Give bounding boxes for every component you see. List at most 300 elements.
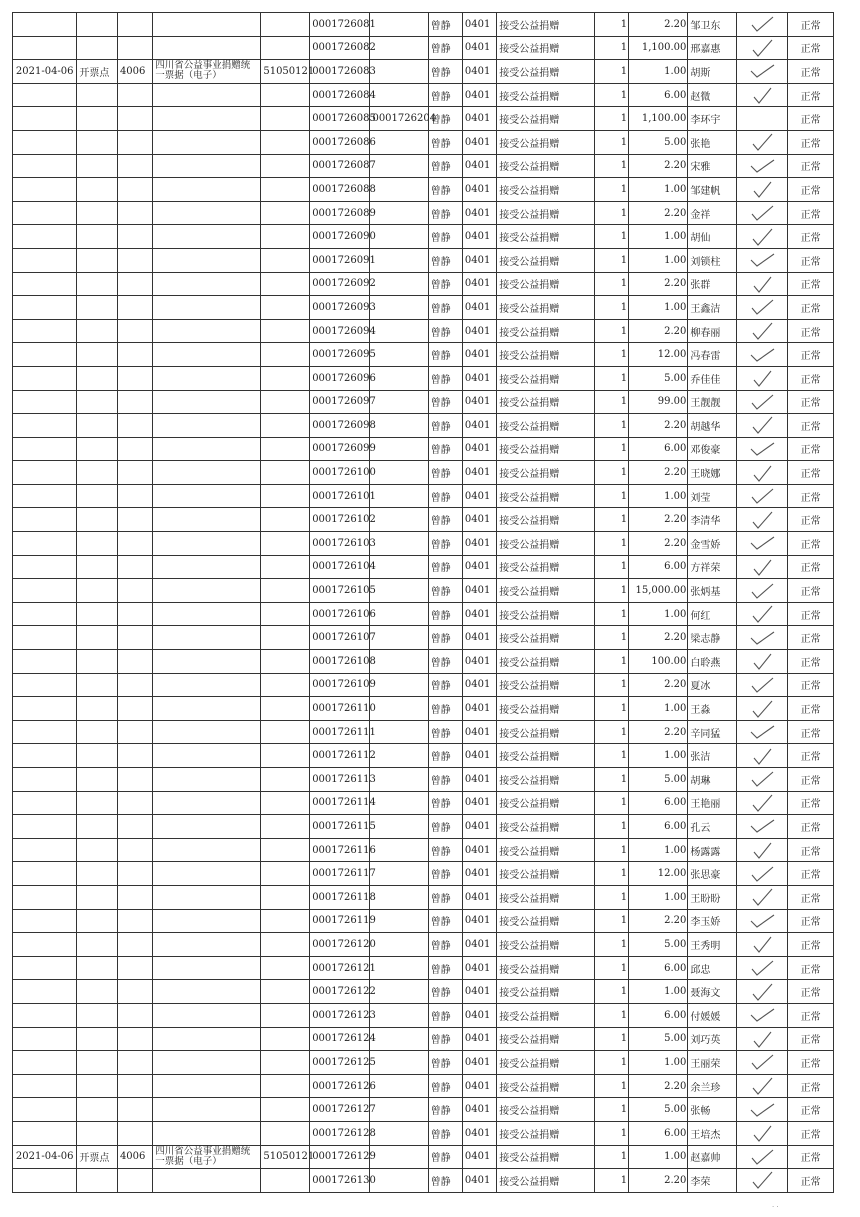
table-row [13,414,834,438]
ref-no-cell [370,720,428,744]
status-cell: 正常 [788,13,834,37]
date-cell [13,532,77,556]
bill-code-cell [261,83,310,107]
amount-cell: 1.00 [629,885,688,909]
bill-code-cell [261,650,310,674]
bill-code-cell [261,885,310,909]
date-cell [13,720,77,744]
item-cell: 接受公益捐赠 [497,272,595,296]
bill-code-cell [261,602,310,626]
item-cell: 接受公益捐赠 [497,60,595,84]
bill-no-cell: 0001726089 [310,201,370,225]
check-cell [737,532,788,556]
amount-cell: 1.00 [629,248,688,272]
bill-code-cell [261,414,310,438]
bill-type-cell [153,602,261,626]
bill-code-cell [261,201,310,225]
bill-no-cell: 0001726112 [310,744,370,768]
donor-cell: 胡斯 [688,60,737,84]
point-code-cell [117,838,152,862]
date-cell [13,650,77,674]
check-cell [737,296,788,320]
point-code-cell [117,532,152,556]
bill-code-cell [261,154,310,178]
point-code-cell [117,815,152,839]
qty-cell: 1 [594,602,628,626]
check-cell [737,1169,788,1193]
date-cell [13,154,77,178]
amount-cell: 2.20 [629,1169,688,1193]
table-row [13,484,834,508]
bill-code-cell [261,1098,310,1122]
item-cell: 接受公益捐赠 [497,201,595,225]
status-cell: 正常 [788,980,834,1004]
checkmark-icon [747,816,777,836]
bill-no-cell: 0001726116 [310,838,370,862]
issuer-cell: 曾静 [428,60,462,84]
issuer-cell: 曾静 [428,885,462,909]
issuer-cell: 曾静 [428,154,462,178]
status-cell: 正常 [788,178,834,202]
table-row [13,1098,834,1122]
item-cell: 接受公益捐赠 [497,319,595,343]
checkmark-icon [747,1147,777,1167]
ref-no-cell [370,154,428,178]
bill-no-cell: 0001726123 [310,1003,370,1027]
code-cell: 0401 [462,178,496,202]
point-cell [77,130,118,154]
status-cell: 正常 [788,1145,834,1169]
status-cell: 正常 [788,1121,834,1145]
item-cell: 接受公益捐赠 [497,130,595,154]
check-cell [737,1027,788,1051]
bill-code-cell [261,390,310,414]
ref-no-cell [370,319,428,343]
bill-no-cell: 0001726083 [310,60,370,84]
item-cell: 接受公益捐赠 [497,1169,595,1193]
item-cell: 接受公益捐赠 [497,885,595,909]
issuer-cell: 曾静 [428,296,462,320]
ref-no-cell [370,1003,428,1027]
point-cell [77,201,118,225]
status-cell: 正常 [788,768,834,792]
bill-code-cell [261,366,310,390]
bill-code-cell [261,1074,310,1098]
donor-cell: 邹建帆 [688,178,737,202]
checkmark-icon [747,911,777,931]
bill-type-cell [153,343,261,367]
date-cell [13,225,77,249]
qty-cell: 1 [594,885,628,909]
amount-cell: 6.00 [629,956,688,980]
qty-cell: 1 [594,626,628,650]
bill-type-cell [153,13,261,37]
issuer-cell: 曾静 [428,838,462,862]
code-cell: 0401 [462,130,496,154]
item-cell: 接受公益捐赠 [497,508,595,532]
table-row [13,885,834,909]
code-cell: 0401 [462,437,496,461]
date-cell [13,366,77,390]
date-cell [13,933,77,957]
donor-cell: 乔佳佳 [688,366,737,390]
bill-type-cell [153,130,261,154]
point-cell [77,83,118,107]
issuer-cell: 曾静 [428,673,462,697]
date-cell [13,980,77,1004]
checkmark-icon [747,179,777,199]
point-cell [77,768,118,792]
item-cell: 接受公益捐赠 [497,1051,595,1075]
point-cell [77,555,118,579]
amount-cell: 1,100.00 [629,107,688,131]
item-cell: 接受公益捐赠 [497,650,595,674]
check-cell [737,414,788,438]
table-row [13,83,834,107]
table-row [13,461,834,485]
status-cell: 正常 [788,390,834,414]
point-cell [77,248,118,272]
item-cell: 接受公益捐赠 [497,296,595,320]
ref-no-cell [370,815,428,839]
bill-code-cell [261,862,310,886]
point-code-cell [117,720,152,744]
qty-cell: 1 [594,437,628,461]
issuer-cell: 曾静 [428,390,462,414]
date-cell [13,1121,77,1145]
status-cell: 正常 [788,319,834,343]
code-cell: 0401 [462,720,496,744]
checkmark-icon [747,321,777,341]
qty-cell: 1 [594,414,628,438]
status-cell: 正常 [788,508,834,532]
point-code-cell [117,579,152,603]
amount-cell: 5.00 [629,1027,688,1051]
status-cell: 正常 [788,791,834,815]
issuer-cell: 曾静 [428,1027,462,1051]
item-cell: 接受公益捐赠 [497,956,595,980]
point-code-cell [117,697,152,721]
donor-cell: 冯春雷 [688,343,737,367]
check-cell [737,909,788,933]
code-cell: 0401 [462,461,496,485]
donor-cell: 张艳 [688,130,737,154]
item-cell: 接受公益捐赠 [497,791,595,815]
item-cell: 接受公益捐赠 [497,909,595,933]
donation-ledger-table [12,12,834,1193]
donor-cell: 张群 [688,272,737,296]
donor-cell: 杨露露 [688,838,737,862]
bill-no-cell: 0001726099 [310,437,370,461]
code-cell: 0401 [462,414,496,438]
check-cell [737,83,788,107]
point-cell [77,13,118,37]
item-cell: 接受公益捐赠 [497,838,595,862]
point-code-cell [117,36,152,60]
amount-cell: 15,000.00 [629,579,688,603]
code-cell: 0401 [462,1003,496,1027]
bill-type-cell [153,248,261,272]
ref-no-cell [370,1051,428,1075]
issuer-cell: 曾静 [428,956,462,980]
amount-cell: 2.20 [629,201,688,225]
qty-cell: 1 [594,13,628,37]
table-row [13,933,834,957]
point-code-cell [117,980,152,1004]
bill-no-cell: 0001726082 [310,36,370,60]
check-cell [737,791,788,815]
donor-cell: 邓俊豪 [688,437,737,461]
point-code-cell [117,650,152,674]
bill-type-cell [153,484,261,508]
point-cell [77,461,118,485]
point-cell [77,508,118,532]
item-cell: 接受公益捐赠 [497,1003,595,1027]
qty-cell: 1 [594,390,628,414]
bill-type-cell [153,461,261,485]
donor-cell: 王秀明 [688,933,737,957]
qty-cell: 1 [594,980,628,1004]
bill-type-cell [153,768,261,792]
bill-no-cell: 0001726111 [310,720,370,744]
ref-no-cell [370,13,428,37]
code-cell: 0401 [462,555,496,579]
bill-no-cell: 0001726094 [310,319,370,343]
bill-type-cell [153,178,261,202]
ledger-body [13,13,834,1193]
check-cell [737,107,788,131]
point-cell [77,1003,118,1027]
check-cell [737,1074,788,1098]
bill-no-cell: 0001726129 [310,1145,370,1169]
point-code-cell: 4006 [117,1145,152,1169]
code-cell: 0401 [462,862,496,886]
check-cell [737,154,788,178]
code-cell: 0401 [462,1074,496,1098]
status-cell: 正常 [788,697,834,721]
point-cell [77,697,118,721]
bill-type-cell [153,744,261,768]
bill-no-cell: 0001726090 [310,225,370,249]
checkmark-icon [747,887,777,907]
table-row [13,390,834,414]
status-cell: 正常 [788,933,834,957]
donor-cell: 宋雅 [688,154,737,178]
checkmark-icon [747,510,777,530]
checkmark-icon [747,1029,777,1049]
point-code-cell [117,414,152,438]
table-row [13,555,834,579]
status-cell: 正常 [788,555,834,579]
status-cell: 正常 [788,744,834,768]
bill-no-cell: 0001726130 [310,1169,370,1193]
issuer-cell: 曾静 [428,1074,462,1098]
check-cell [737,319,788,343]
status-cell: 正常 [788,343,834,367]
checkmark-icon [747,533,777,553]
check-cell [737,626,788,650]
date-cell [13,83,77,107]
point-cell [77,225,118,249]
qty-cell: 1 [594,484,628,508]
point-code-cell [117,272,152,296]
point-cell [77,1027,118,1051]
donor-cell: 刘锁柱 [688,248,737,272]
qty-cell: 1 [594,508,628,532]
bill-code-cell [261,508,310,532]
issuer-cell: 曾静 [428,1003,462,1027]
bill-no-cell: 0001726115 [310,815,370,839]
table-row [13,838,834,862]
point-cell [77,1051,118,1075]
bill-type-cell [153,1003,261,1027]
issuer-cell: 曾静 [428,461,462,485]
code-cell: 0401 [462,980,496,1004]
point-code-cell [117,201,152,225]
bill-code-cell [261,225,310,249]
issuer-cell: 曾静 [428,626,462,650]
point-code-cell [117,130,152,154]
code-cell: 0401 [462,697,496,721]
point-code-cell [117,602,152,626]
point-cell [77,36,118,60]
status-cell: 正常 [788,1169,834,1193]
bill-no-cell: 0001726126 [310,1074,370,1098]
bill-type-cell [153,555,261,579]
ref-no-cell [370,579,428,603]
point-code-cell [117,626,152,650]
item-cell: 接受公益捐赠 [497,154,595,178]
bill-no-cell: 0001726114 [310,791,370,815]
bill-code-cell [261,933,310,957]
item-cell: 接受公益捐赠 [497,815,595,839]
bill-code-cell [261,461,310,485]
bill-code-cell [261,178,310,202]
point-code-cell [117,1098,152,1122]
issuer-cell: 曾静 [428,107,462,131]
bill-no-cell: 0001726107 [310,626,370,650]
bill-type-cell [153,673,261,697]
ref-no-cell [370,650,428,674]
code-cell: 0401 [462,579,496,603]
qty-cell: 1 [594,815,628,839]
point-code-cell [117,1003,152,1027]
bill-no-cell: 0001726085 [310,107,370,131]
donor-cell: 张炳基 [688,579,737,603]
checkmark-icon [747,557,777,577]
qty-cell: 1 [594,1003,628,1027]
checkmark-icon [747,722,777,742]
code-cell: 0401 [462,154,496,178]
table-row [13,1051,834,1075]
date-cell [13,1027,77,1051]
checkmark-icon [747,439,777,459]
qty-cell: 1 [594,532,628,556]
ref-no-cell: 0001726204 [370,107,428,131]
issuer-cell: 曾静 [428,130,462,154]
date-cell [13,414,77,438]
check-cell [737,1121,788,1145]
point-code-cell [117,508,152,532]
point-cell [77,885,118,909]
status-cell: 正常 [788,885,834,909]
bill-code-cell [261,555,310,579]
point-cell [77,319,118,343]
date-cell [13,579,77,603]
bill-no-cell: 0001726128 [310,1121,370,1145]
amount-cell: 6.00 [629,1003,688,1027]
donor-cell: 胡仙 [688,225,737,249]
bill-type-cell [153,862,261,886]
bill-type-cell [153,933,261,957]
table-row [13,201,834,225]
ref-no-cell [370,508,428,532]
item-cell: 接受公益捐赠 [497,83,595,107]
check-cell [737,933,788,957]
bill-type-cell [153,508,261,532]
check-cell [737,956,788,980]
donor-cell: 聂海文 [688,980,737,1004]
check-cell [737,508,788,532]
qty-cell: 1 [594,366,628,390]
item-cell: 接受公益捐赠 [497,461,595,485]
donor-cell: 孔云 [688,815,737,839]
qty-cell: 1 [594,296,628,320]
amount-cell: 6.00 [629,437,688,461]
amount-cell: 1.00 [629,744,688,768]
ref-no-cell [370,697,428,721]
bill-type-cell [153,650,261,674]
bill-code-cell [261,791,310,815]
ref-no-cell [370,484,428,508]
bill-type-cell [153,1169,261,1193]
checkmark-icon [747,486,777,506]
qty-cell: 1 [594,201,628,225]
issuer-cell: 曾静 [428,437,462,461]
bill-no-cell: 0001726122 [310,980,370,1004]
check-cell [737,1051,788,1075]
point-cell [77,154,118,178]
item-cell: 接受公益捐赠 [497,579,595,603]
status-cell: 正常 [788,60,834,84]
issuer-cell: 曾静 [428,225,462,249]
date-cell [13,956,77,980]
item-cell: 接受公益捐赠 [497,1098,595,1122]
bill-no-cell: 0001726092 [310,272,370,296]
qty-cell: 1 [594,1121,628,1145]
amount-cell: 1.00 [629,60,688,84]
status-cell: 正常 [788,201,834,225]
status-cell: 正常 [788,532,834,556]
code-cell: 0401 [462,225,496,249]
bill-code-cell [261,130,310,154]
amount-cell: 2.20 [629,272,688,296]
amount-cell: 2.20 [629,909,688,933]
amount-cell: 5.00 [629,130,688,154]
amount-cell: 5.00 [629,1098,688,1122]
ref-no-cell [370,602,428,626]
date-cell [13,13,77,37]
code-cell: 0401 [462,272,496,296]
point-code-cell [117,885,152,909]
qty-cell: 1 [594,130,628,154]
qty-cell: 1 [594,933,628,957]
issuer-cell: 曾静 [428,697,462,721]
ref-no-cell [370,791,428,815]
check-cell [737,225,788,249]
bill-no-cell: 0001726106 [310,602,370,626]
point-code-cell [117,1074,152,1098]
